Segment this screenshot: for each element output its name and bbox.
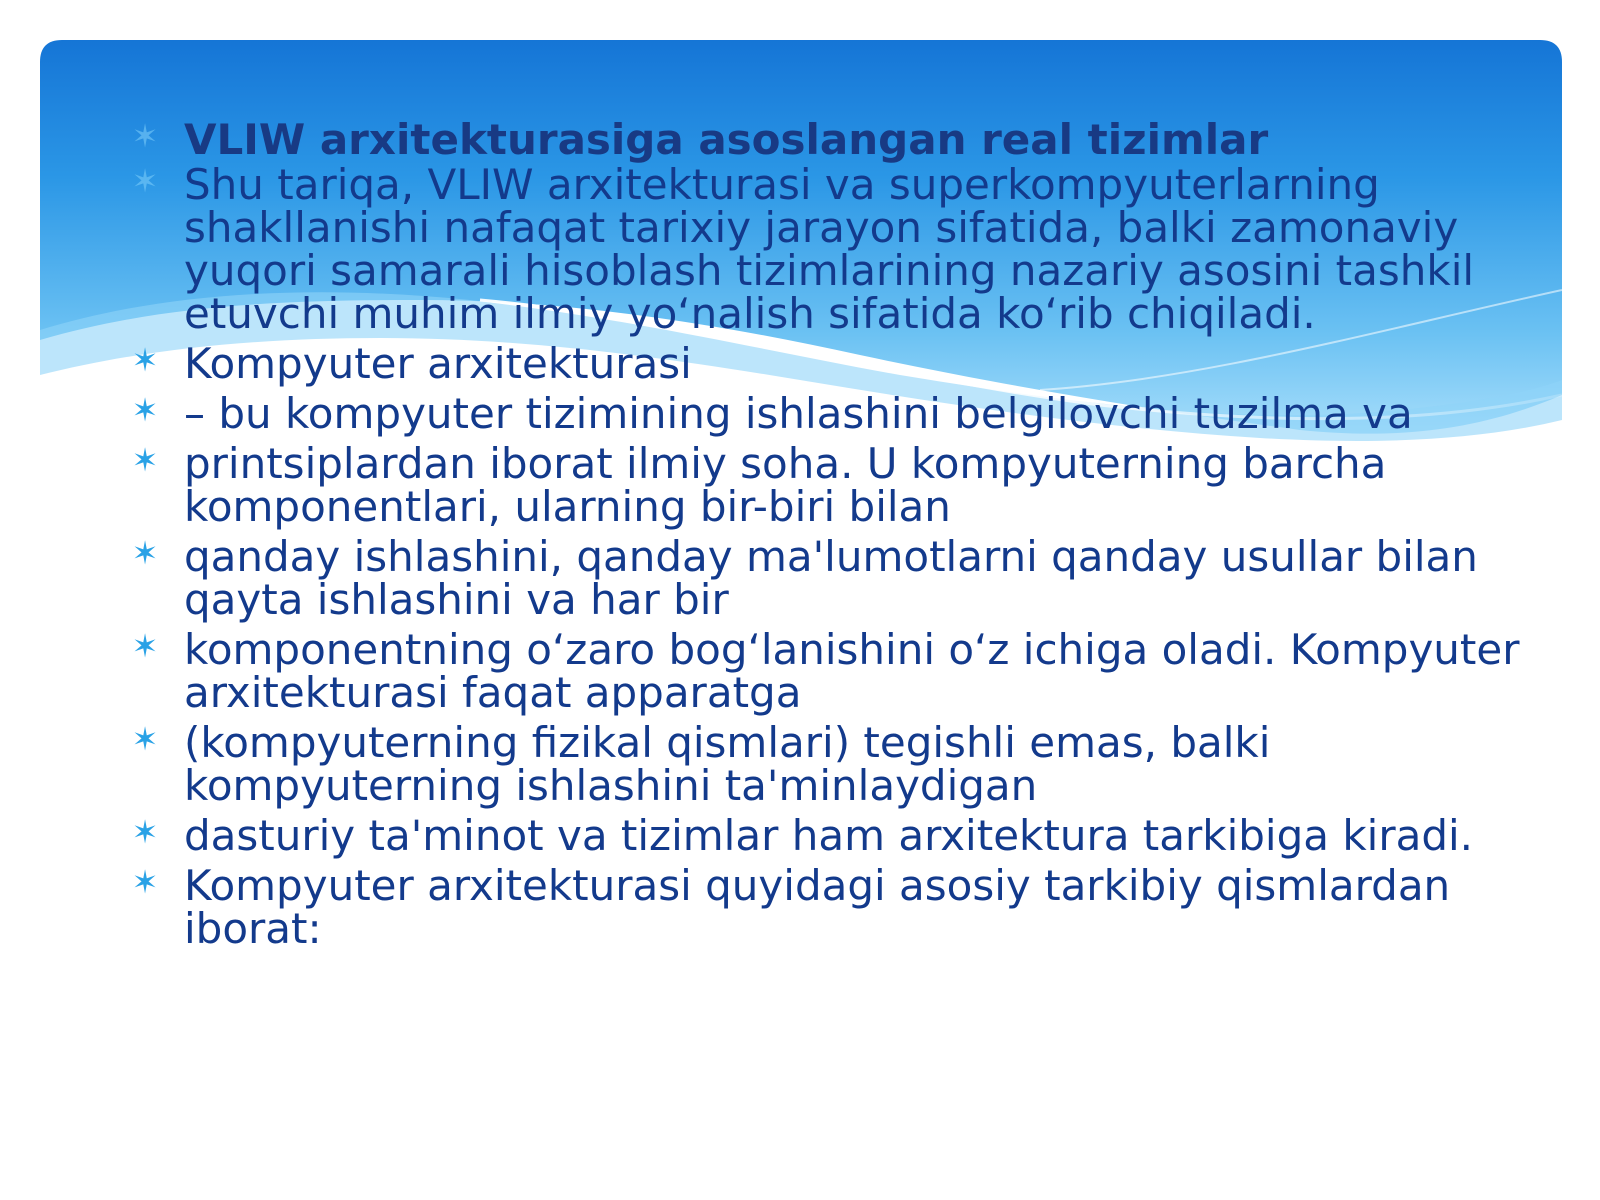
list-item-text: Shu tariqa, VLIW arxitekturasi va superkompyuterlarning shakllanishi nafaqat tarixiy jarayon sifatida, balki zamonaviy yuqori samarali hisoblash tizimlarining nazariy asosini tashkil etuvchi muhim ilmiy yo‘nalish sifatida ko‘rib chiqiladi. [184, 160, 1475, 338]
star-bullet-icon: ✶ [131, 341, 159, 379]
list-item-title [130, 115, 1550, 164]
bullet-list [130, 115, 1550, 957]
list-item-text: printsiplardan iborat ilmiy soha. U kompyuterning barcha komponentlari, ularning bir-biri bilan [184, 439, 1387, 531]
star-bullet-icon: ✶ [131, 441, 159, 479]
star-bullet-icon: ✶ [131, 627, 159, 665]
star-bullet-icon: ✶ [131, 863, 159, 901]
star-bullet-icon: ✶ [131, 720, 159, 758]
list-item [130, 625, 1550, 717]
list-item-text: – bu kompyuter tizimining ishlashini belgilovchi tuzilma va [184, 389, 1413, 438]
star-bullet-icon: ✶ [131, 162, 159, 200]
star-bullet-icon: ✶ [131, 534, 159, 572]
star-bullet-icon: ✶ [131, 391, 159, 429]
list-item [130, 160, 1550, 338]
list-item-text: Kompyuter arxitekturasi quyidagi asosiy tarkibiy qismlardan iborat: [184, 861, 1451, 953]
list-item-text: komponentning o‘zaro bog‘lanishini o‘z ichiga oladi. Kompyuter arxitekturasi faqat apparatga [184, 625, 1520, 717]
list-item-text: qanday ishlashini, qanday ma'lumotlarni qanday usullar bilan qayta ishlashini va har bir [184, 532, 1478, 624]
list-item [130, 811, 1550, 860]
list-item [130, 439, 1550, 531]
list-item-text: (kompyuterning fizikal qismlari) tegishli emas, balki kompyuterning ishlashini ta'minlaydigan [184, 718, 1271, 810]
list-item-text: Kompyuter arxitekturasi [184, 339, 692, 388]
slide-title: VLIW arxitekturasiga asoslangan real tizimlar [184, 115, 1269, 164]
list-item [130, 339, 1550, 388]
list-item [130, 532, 1550, 624]
list-item [130, 861, 1550, 953]
list-item [130, 718, 1550, 810]
star-bullet-icon: ✶ [131, 117, 159, 155]
list-item-text: dasturiy ta'minot va tizimlar ham arxitektura tarkibiga kiradi. [184, 811, 1474, 860]
star-bullet-icon: ✶ [131, 813, 159, 851]
list-item [130, 389, 1550, 438]
